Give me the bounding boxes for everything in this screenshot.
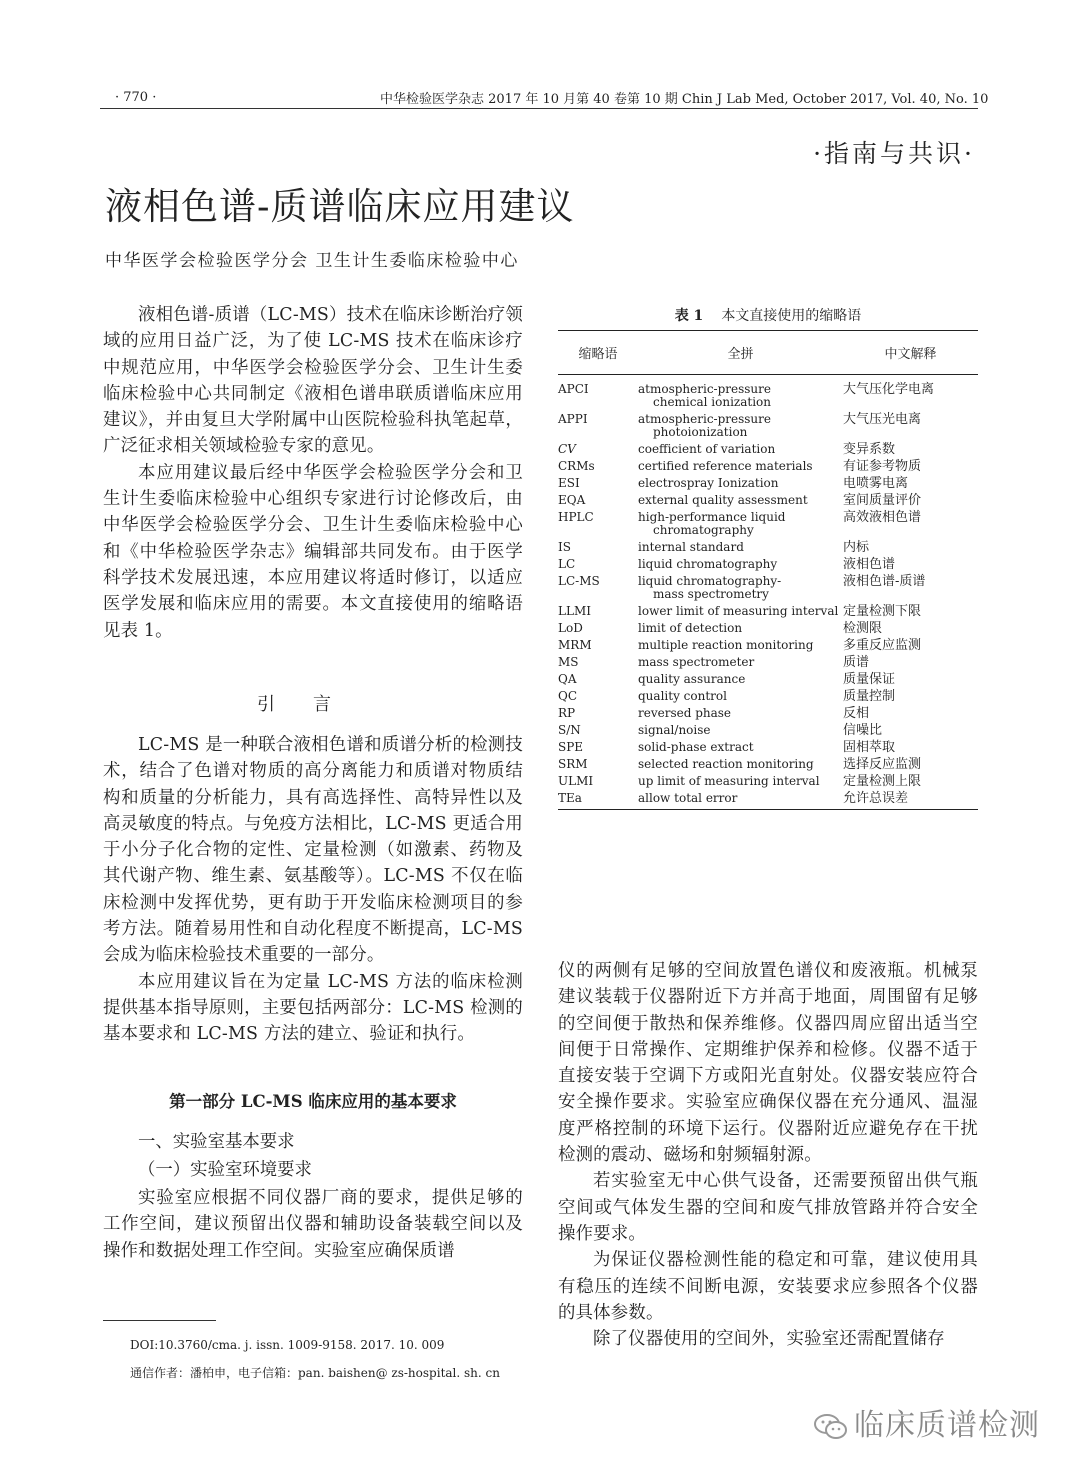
chinese-cell: 大气压光电离 (843, 412, 922, 427)
chinese-cell: 质谱 (843, 655, 870, 670)
fullname-line: electrospray Ionization (638, 476, 779, 490)
chinese-cell: 选择反应监测 (843, 757, 922, 772)
table-row (558, 756, 978, 773)
subheading-1: 一、实验室基本要求 (138, 1132, 295, 1152)
fullname-cell (638, 722, 843, 739)
chinese-cell: 固相萃取 (843, 740, 896, 755)
intro-block (103, 302, 523, 644)
chinese-cell: 反相 (843, 706, 870, 721)
fullname-line: multiple reaction monitoring (638, 638, 814, 652)
abbr-cell: LoD (558, 621, 583, 635)
table-row (558, 739, 978, 756)
fullname-cell (638, 671, 843, 688)
chinese-cell: 高效液相色谱 (843, 510, 922, 525)
chinese-cell: 允许总误差 (843, 790, 978, 810)
chinese-cell: 变异系数 (843, 442, 896, 457)
abbreviation-table (558, 330, 978, 810)
fullname-cell (638, 654, 843, 671)
fullname-cell (638, 637, 843, 654)
body-paragraph: LC-MS 是一种联合液相色谱和质谱分析的检测技术，结合了色谱对物质的高分离能力和质谱对物质结构和质量的分析能力，具有高选择性、高特异性以及高灵敏度的特点。与免疫方法相比，LC-MS 更适合用于小分子化合物的定性、定量检测（如激素、药物及其代谢产物、维生素、氨基酸等）。LC-MS 不仅在临床检测中发挥优势，更有助于开发临床检测项目的参考方法。随着易用性和自动化程度不断提高，LC-MS 会成为临床检验技术重要的一部分。 (103, 735, 523, 966)
fullname-line: signal/noise (638, 723, 711, 737)
right-column-block (558, 958, 978, 1352)
table-row (558, 492, 978, 509)
abbr-cell: ULMI (558, 774, 594, 788)
fullname-cell (638, 739, 843, 756)
fullname-cell (638, 790, 843, 810)
body-paragraph: 实验室应根据不同仪器厂商的要求，提供足够的工作空间，建议预留出仪器和辅助设备装载空间以及操作和数据处理工作空间。实验室应确保质谱 (103, 1188, 523, 1261)
table-row (558, 620, 978, 637)
fullname-line: photoionization (653, 425, 748, 439)
fullname-cell (638, 411, 843, 441)
table-row (558, 573, 978, 603)
abbr-cell: RP (558, 706, 576, 720)
abbr-cell: QC (558, 689, 578, 703)
fullname-line: atmospheric-pressure (638, 382, 772, 396)
fullname-line: liquid chromatography (638, 557, 778, 571)
fullname-line: atmospheric-pressure (638, 412, 772, 426)
table-row (558, 637, 978, 654)
fullname-cell (638, 458, 843, 475)
table-caption-text: 本文直接使用的缩略语 (721, 308, 862, 324)
fullname-line: reversed phase (638, 706, 732, 720)
table-row (558, 539, 978, 556)
table-row (558, 654, 978, 671)
part-title: 第一部分 LC-MS 临床应用的基本要求 (169, 1092, 457, 1111)
abbr-cell: EQA (558, 493, 586, 507)
body-paragraph: 若实验室无中心供气设备，还需要预留出供气瓶空间或气体发生器的空间和废气排放管路并符合安全操作要求。 (558, 1171, 978, 1244)
body-paragraph: 本应用建议旨在为定量 LC-MS 方法的临床检测提供基本指导原则，主要包括两部分：LC-MS 检测的基本要求和 LC-MS 方法的建立、验证和执行。 (103, 971, 523, 1045)
table-row (558, 603, 978, 620)
body-paragraph: 仪的两侧有足够的空间放置色谱仪和废液瓶。机械泵建议装载于仪器附近下方并高于地面，周围留有足够的空间便于散热和保养维修。仪器四周应留出适当空间便于日常操作、定期维护保养和检修。仪器不适于直接安装于空调下方或阳光直射处。仪器安装应符合安全操作要求。实验室应确保仪器在充分通风、温湿度严格控制的环境下运行。仪器附近应避免存在干扰检测的震动、磁场和射频辐射源。 (558, 961, 978, 1166)
body-paragraph: 为保证仪器检测性能的稳定和可靠，建议使用具有稳压的连续不间断电源，安装要求应参照各个仪器的具体参数。 (558, 1250, 978, 1323)
table-header: 中文解释 (843, 331, 978, 375)
abbr-cell: APPI (558, 412, 588, 426)
table-row (558, 556, 978, 573)
section-tag: ·指南与共识· (813, 139, 975, 168)
header-rule (100, 108, 978, 109)
table-caption (558, 305, 978, 325)
introduction-block (103, 732, 523, 1048)
fullname-line: solid-phase extract (638, 740, 754, 754)
authors: 中华医学会检验医学分会 卫生计生委临床检验中心 (105, 251, 519, 271)
fullname-cell (638, 475, 843, 492)
fullname-line: chemical ionization (653, 395, 772, 409)
fullname-cell (638, 573, 843, 603)
intro-paragraph: 本应用建议最后经中华医学会检验医学分会和卫生计生委临床检验中心组织专家进行讨论修改后，由中华医学会检验医学分会、卫生计生委临床检验中心和《中华检验医学杂志》编辑部共同发布。由于医学科学技术发展迅速，本应用建议将适时修订，以适应医学发展和临床应用的需要。本文直接使用的缩略语见表 1。 (103, 462, 523, 641)
fullname-line: quality control (638, 689, 727, 703)
fullname-line: chromatography (653, 523, 754, 537)
abbr-cell: CRMs (558, 459, 595, 473)
fullname-line: selected reaction monitoring (638, 757, 814, 771)
chinese-cell: 定量检测下限 (843, 604, 922, 619)
table-body (558, 375, 978, 810)
fullname-line: quality assurance (638, 672, 746, 686)
contact-footnote: 通信作者：潘柏申，电子信箱：pan. baishen@ zs-hospital. sh. cn (130, 1366, 500, 1380)
fullname-cell (638, 556, 843, 573)
page-number: · 770 · (115, 90, 157, 105)
table-row (558, 722, 978, 739)
abbr-cell: LC (558, 557, 576, 571)
chinese-cell: 检测限 (843, 621, 883, 636)
abbr-cell: MRM (558, 638, 592, 652)
fullname-cell (638, 688, 843, 705)
chinese-cell: 室间质量评价 (843, 493, 922, 508)
table-row (558, 441, 978, 458)
fullname-line: high-performance liquid (638, 510, 786, 524)
chinese-cell: 电喷雾电离 (843, 476, 909, 491)
table-row (558, 458, 978, 475)
abbr-cell: APCI (558, 382, 589, 396)
watermark (814, 1400, 1040, 1444)
table-row (558, 509, 978, 539)
chinese-cell: 内标 (843, 540, 870, 555)
fullname-line: limit of detection (638, 621, 743, 635)
footnote-rule (103, 1320, 216, 1321)
table-row (558, 375, 978, 412)
table-header-row (558, 331, 978, 375)
table-row (558, 705, 978, 722)
intro-paragraph: 液相色谱-质谱（LC-MS）技术在临床诊断治疗领域的应用日益广泛，为了使 LC-MS 技术在临床诊疗中规范应用，中华医学会检验医学分会、卫生计生委临床检验中心共同制定《液相色谱串联质谱临床应用建议》，并由复旦大学附属中山医院检验科执笔起草，广泛征求相关领域检验专家的意见。 (103, 305, 523, 457)
table-row (558, 671, 978, 688)
abbr-cell: LLMI (558, 604, 591, 618)
abbr-cell: QA (558, 672, 577, 686)
table-label: 表 1 (674, 308, 704, 324)
fullname-line: mass spectrometer (638, 655, 755, 669)
abbr-cell: S/N (558, 723, 581, 737)
table-row (558, 475, 978, 492)
chinese-cell: 有证参考物质 (843, 459, 922, 474)
table-header: 缩略语 (558, 331, 638, 375)
chinese-cell: 质量保证 (843, 672, 896, 687)
fullname-cell (638, 509, 843, 539)
table-row (558, 688, 978, 705)
fullname-cell (638, 492, 843, 509)
fullname-line: mass spectrometry (653, 587, 769, 601)
abbr-cell: CV (558, 442, 576, 456)
fullname-cell (638, 620, 843, 637)
abbr-cell: TEa (558, 790, 638, 810)
fullname-line: coefficient of variation (638, 442, 776, 456)
fullname-cell (638, 756, 843, 773)
abbr-cell: LC-MS (558, 574, 600, 588)
fullname-line: up limit of measuring interval (638, 774, 820, 788)
chinese-cell: 多重反应监测 (843, 638, 922, 653)
abbr-cell: IS (558, 540, 571, 554)
chinese-cell: 质量控制 (843, 689, 896, 704)
watermark-text: 临床质谱检测 (854, 1408, 1040, 1443)
abbr-cell: SRM (558, 757, 588, 771)
article-title: 液相色谱-质谱临床应用建议 (105, 185, 575, 228)
chinese-cell: 信噪比 (843, 723, 883, 738)
table-row (558, 411, 978, 441)
chinese-cell: 液相色谱-质谱 (843, 574, 926, 589)
chinese-cell: 大气压化学电离 (843, 382, 935, 397)
abbr-cell: ESI (558, 476, 580, 490)
fullname-line: certified reference materials (638, 459, 813, 473)
fullname-cell (638, 539, 843, 556)
fullname-line: allow total error (638, 791, 738, 805)
abbr-cell: SPE (558, 740, 584, 754)
chinese-cell: 液相色谱 (843, 557, 896, 572)
table-header: 全拼 (638, 331, 843, 375)
wechat-icon (814, 1413, 848, 1441)
doi-footnote: DOI:10.3760/cma. j. issn. 1009-9158. 2017. 10. 009 (130, 1338, 445, 1352)
abbr-cell: MS (558, 655, 579, 669)
section-heading: 引言 (257, 694, 369, 715)
environment-block (103, 1185, 523, 1264)
subheading-2: （一）实验室环境要求 (138, 1160, 312, 1180)
abbr-cell: HPLC (558, 510, 594, 524)
fullname-cell (638, 375, 843, 412)
fullname-cell (638, 773, 843, 790)
table-row (558, 790, 978, 810)
fullname-cell (638, 705, 843, 722)
fullname-line: lower limit of measuring interval (638, 604, 839, 618)
fullname-line: external quality assessment (638, 493, 808, 507)
chinese-cell: 定量检测上限 (843, 774, 922, 789)
table-row (558, 773, 978, 790)
fullname-cell (638, 441, 843, 458)
body-paragraph: 除了仪器使用的空间外，实验室还需配置储存 (593, 1329, 945, 1350)
journal-header: 中华检验医学杂志 2017 年 10 月第 40 卷第 10 期 Chin J Lab Med, October 2017, Vol. 40, No. 10 (380, 92, 989, 107)
fullname-line: liquid chromatography- (638, 574, 782, 588)
fullname-line: internal standard (638, 540, 744, 554)
fullname-cell (638, 603, 843, 620)
